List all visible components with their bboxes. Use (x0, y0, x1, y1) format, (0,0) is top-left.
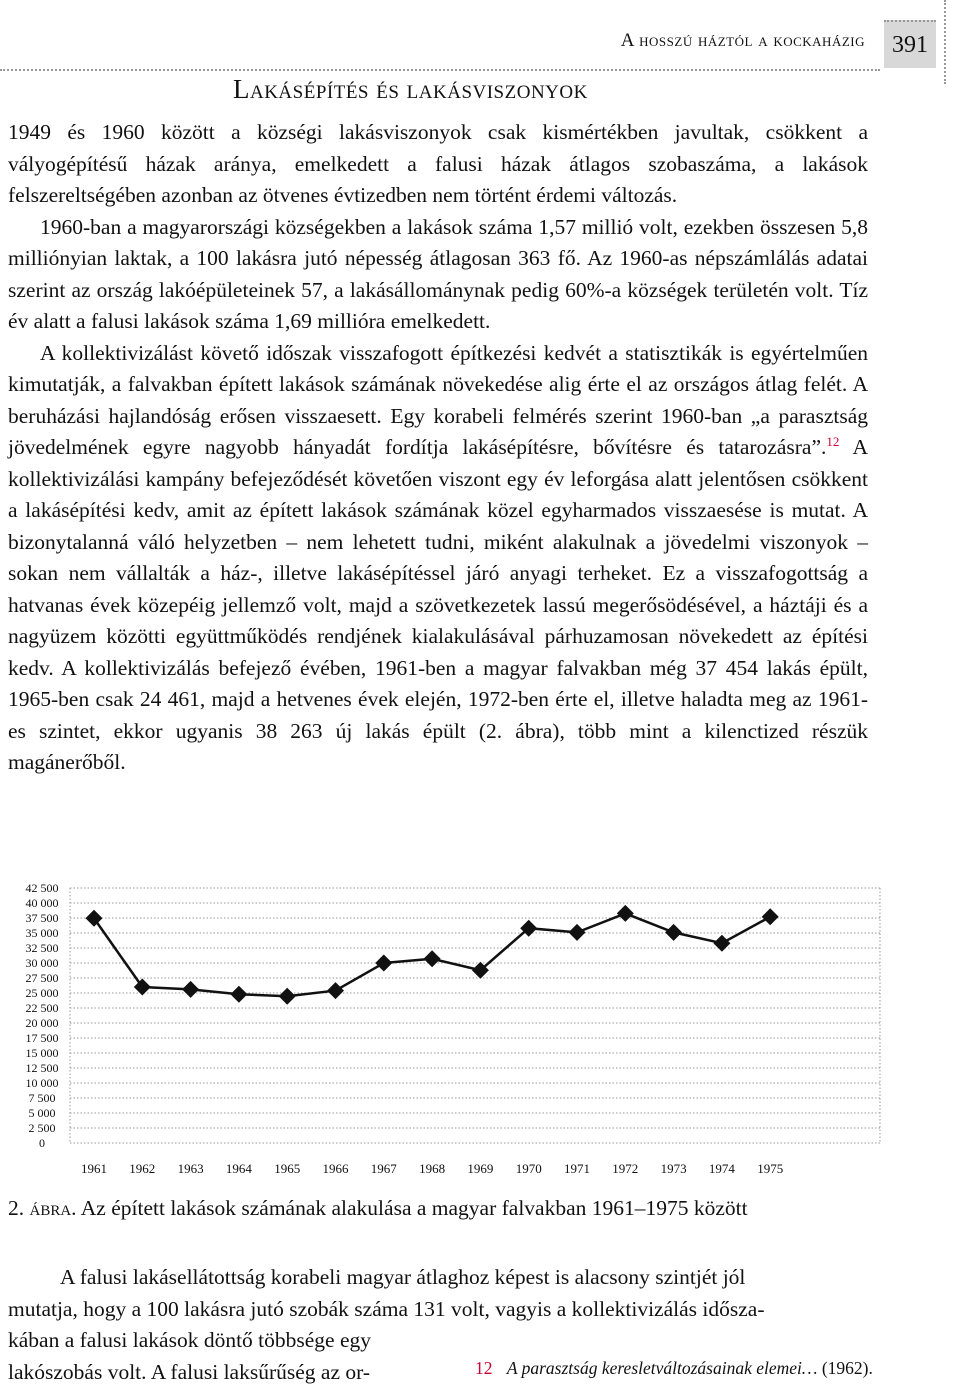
data-point-marker (230, 986, 247, 1003)
y-tick-label: 7 500 (29, 1091, 56, 1105)
footnote-year: (1962). (822, 1358, 873, 1378)
data-point-marker (665, 924, 682, 941)
y-tick-label: 2 500 (29, 1121, 56, 1135)
y-tick-label: 32 500 (26, 941, 59, 955)
data-point-marker (279, 988, 296, 1005)
y-tick-label: 37 500 (26, 911, 59, 925)
figure-caption (8, 1196, 748, 1221)
body-text (8, 117, 868, 779)
y-tick-label: 22 500 (26, 1001, 59, 1015)
x-tick-label: 1972 (612, 1161, 638, 1176)
x-tick-label: 1975 (757, 1161, 783, 1176)
y-tick-label: 5 000 (29, 1106, 56, 1120)
footnote-title: A parasztság keresletváltozásainak elemei… (507, 1358, 818, 1378)
x-tick-label: 1973 (661, 1161, 687, 1176)
x-tick-label: 1966 (323, 1161, 350, 1176)
data-point-marker (569, 924, 586, 941)
y-tick-label: 10 000 (26, 1076, 59, 1090)
y-tick-label: 25 000 (26, 986, 59, 1000)
data-point-marker (375, 955, 392, 972)
paragraph-text: A kollektivizálási kampány befejeződését követően viszont egy év leforgása alatt jelentősen csökkent a lakásépítési kedv, amit az épített lakások számának közel egyharmados visszaesése is mutat. A bizonytalanná váló helyzetben – nem lehetett tudni, miként alakulnak a jövedelmi viszonyok – sokan nem vállalták a ház-, illetve lakásépítéssel járó anyagi terheket. Ez a visszafogottság a hatvanas évek közepéig jellemző volt, majd a szövetkezetek lassú megerősödésével, a háztáji és a nagyüzem közötti együttműködés rendjének kialakulásával párhuzamosan növekedett az építési kedv. A kollektivizálás befejező évében, 1961-ben a magyar falvakban még 37 454 lakás épült, 1965-ben csak 24 461, majd a hetvenes évek elején, 1972-ben érte el, illetve haladta meg az 1961-es szintet, ekkor ugyanis 38 263 új lakás épült (2. ábra), több mint a kilenctized részük magánerőből. (8, 435, 868, 774)
x-tick-label: 1964 (226, 1161, 253, 1176)
paragraph-text: A kollektivizálást követő időszak visszafogott építkezési kedvét a statisztikák is egyértelműen kimutatják, a falvakban épített lakások számának növekedése alig érte el az országos átlag felét. A beruházási hajlandóság erősen visszaesett. Egy korabeli felmérés szerint 1960-ban „a parasztság jövedelmének egyre nagyobb hányadát fordítja lakásépítésre, bővítésre és tatarozásra”. (8, 341, 868, 460)
x-tick-label: 1971 (564, 1161, 590, 1176)
y-tick-label: 35 000 (26, 926, 59, 940)
paragraph: 1949 és 1960 között a községi lakásviszonyok csak kismértékben javultak, csökkent a vályogépítésű házak aránya, emelkedett a falusi házak átlagos szobaszáma, a lakások felszereltségében azonban az ötvenes évtizedben nem történt érdemi változás. (8, 117, 868, 212)
figure-number: 2. ábra. (8, 1196, 77, 1220)
data-point-marker (617, 905, 634, 922)
text-line: lakószobás volt. A falusi laksűrűség az or- (8, 1357, 868, 1388)
running-title: A hosszú háztól a kockaházig (621, 30, 865, 52)
paragraph: 1960-ban a magyarországi községekben a lakások száma 1,57 millió volt, ezekben összesen 5,8 milliónyian laktak, a 100 lakásra jutó népesség átlagosan 363 fő. Az 1960-as népszámlálás adatai szerint az ország lakóépületeinek 57, a lakásállománynak pedig 60%-a községek területén volt. Tíz év alatt a falusi lakások száma 1,69 millióra emelkedett. (8, 212, 868, 338)
x-tick-label: 1970 (516, 1161, 542, 1176)
text-line: A falusi lakásellátottság korabeli magyar átlaghoz képest is alacsony szintjét jól (8, 1262, 868, 1294)
y-tick-label: 27 500 (26, 971, 59, 985)
x-tick-label: 1968 (419, 1161, 445, 1176)
x-tick-label: 1967 (371, 1161, 398, 1176)
data-point-marker (713, 935, 730, 952)
footnote-ref[interactable]: 12 (826, 434, 839, 449)
text-line: kában a falusi lakások döntő többsége egy (8, 1325, 868, 1357)
x-tick-label: 1961 (81, 1161, 107, 1176)
header-rule (0, 69, 880, 71)
data-point-marker (327, 982, 344, 999)
x-tick-label: 1969 (467, 1161, 493, 1176)
y-tick-label: 15 000 (26, 1046, 59, 1060)
page-header (0, 0, 960, 80)
y-tick-label: 12 500 (26, 1061, 59, 1075)
data-point-marker (424, 950, 441, 967)
figure-caption-text: Az épített lakások számának alakulása a magyar falvakban 1961–1975 között (81, 1196, 748, 1220)
y-tick-label: 17 500 (26, 1031, 59, 1045)
y-tick-label: 42 500 (26, 881, 59, 895)
paragraph (8, 338, 868, 779)
data-point-marker (86, 910, 103, 927)
section-title: Lakásépítés és lakásviszonyok (233, 74, 588, 105)
y-tick-label: 30 000 (26, 956, 59, 970)
page-number: 391 (884, 20, 936, 68)
data-point-marker (182, 981, 199, 998)
header-vertical-rule (944, 0, 946, 84)
line-chart (0, 860, 960, 1190)
x-tick-label: 1965 (274, 1161, 300, 1176)
y-tick-label: 20 000 (26, 1016, 59, 1030)
y-tick-label: 0 (39, 1136, 45, 1150)
footnote-number: 12 (475, 1358, 493, 1378)
chart-svg (0, 860, 960, 1190)
x-tick-label: 1963 (178, 1161, 204, 1176)
x-tick-label: 1974 (709, 1161, 736, 1176)
x-tick-label: 1962 (129, 1161, 155, 1176)
footnote (475, 1358, 873, 1379)
y-tick-label: 40 000 (26, 896, 59, 910)
data-point-marker (762, 908, 779, 925)
text-line: mutatja, hogy a 100 lakásra jutó szobák száma 131 volt, vagyis a kollektivizálás idősza- (8, 1294, 868, 1326)
